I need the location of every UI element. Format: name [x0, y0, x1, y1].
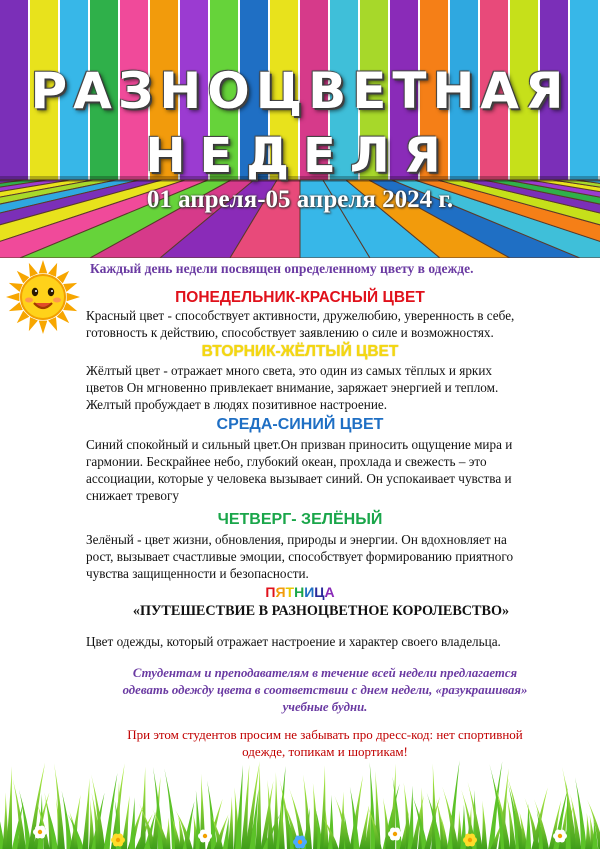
- note-italic-line-2: одевать одежду цвета в соответствии с днем недели, «разукрашивая»: [122, 683, 528, 697]
- monday-line-1: Красный цвет - способствует активности, дружелюбию, уверенность в себе,: [86, 308, 515, 323]
- sun-ray: [39, 321, 48, 334]
- friday-heading: [0, 584, 600, 600]
- flower-center: [116, 838, 120, 842]
- grass-blade: [165, 818, 171, 849]
- friday-letter: И: [304, 584, 315, 600]
- wednesday-line-1: Синий спокойный и сильный цвет.Он призван приносить ощущение мира и: [86, 437, 513, 452]
- flower-center: [298, 840, 302, 844]
- friday-subtitle: «ПУТЕШЕСТВИЕ В РАЗНОЦВЕТНОЕ КОРОЛЕВСТВО»: [132, 603, 510, 619]
- flower-center: [203, 834, 207, 838]
- tuesday-line-3: Желтый пробуждает в людях позитивное настроение.: [86, 397, 388, 412]
- thursday-heading: ЧЕТВЕРГ- ЗЕЛЁНЫЙ: [217, 511, 383, 528]
- thursday-line-1: Зелёный - цвет жизни, обновления, природы и энергии. Он вдохновляет на: [86, 532, 507, 547]
- sun-ray: [48, 317, 57, 331]
- friday-letter: Я: [275, 584, 286, 600]
- thursday-line-3: чувства защищенности и безопасности.: [86, 566, 309, 581]
- flower-center: [393, 832, 397, 836]
- friday-letter: Н: [294, 584, 305, 600]
- flower-center: [468, 838, 472, 842]
- wednesday-line-2: гармонии. Бескрайнее небо, глубокий океан, прохлада и свежесть – это: [86, 454, 487, 469]
- tuesday-heading: ВТОРНИК-ЖЁЛТЫЙ ЦВЕТ: [201, 343, 399, 360]
- thursday-line-2: рост, вызывает счастливые эмоции, способствует формированию приятного: [86, 549, 514, 564]
- event-dates: 01 апреля-05 апреля 2024 г.: [146, 186, 454, 213]
- flower-center: [558, 834, 562, 838]
- note-italic-line-3: учебные будни.: [282, 700, 368, 714]
- grass-flowers-decoration: [0, 750, 600, 849]
- sun-ray: [48, 263, 57, 277]
- sun-ray: [39, 260, 48, 273]
- sun-ray: [29, 317, 38, 331]
- friday-letter: П: [265, 584, 276, 600]
- wednesday-line-3: ассоциации, которые у человека вызывает синий. Он успокаивает чувства и: [86, 471, 512, 486]
- grass-blade: [525, 804, 531, 849]
- grass-blade: [129, 797, 135, 849]
- tuesday-line-1: Жёлтый цвет - отражает много света, это один из самых тёплых и ярких: [86, 363, 492, 378]
- grass-blade: [481, 801, 487, 849]
- grass-blade: [82, 778, 89, 849]
- header-banner: [0, 0, 600, 258]
- grass-blade: [54, 763, 65, 849]
- title-line-1: РАЗНОЦВЕТНАЯ: [30, 62, 570, 120]
- friday-line: Цвет одежды, который отражает настроение и характер своего владельца.: [86, 634, 501, 649]
- flower-center: [38, 830, 42, 834]
- friday-letter: А: [324, 584, 335, 600]
- intro-text: Каждый день недели посвящен определенному цвету в одежде.: [90, 261, 474, 276]
- monday-line-2: готовность к действию, способствует заявлению о силе и возможностях.: [86, 325, 494, 340]
- friday-letter: Т: [285, 584, 295, 600]
- dress-code-line-1: При этом студентов просим не забывать про дресс-код: нет спортивной: [127, 727, 523, 742]
- title-line-2: НЕДЕЛЯ: [145, 128, 455, 184]
- friday-letter: Ц: [314, 584, 325, 600]
- monday-heading: ПОНЕДЕЛЬНИК-КРАСНЫЙ ЦВЕТ: [175, 289, 425, 306]
- note-italic-line-1: Студентам и преподавателям в течение всей недели предлагается: [132, 666, 518, 680]
- wednesday-heading: СРЕДА-СИНИЙ ЦВЕТ: [216, 416, 384, 433]
- tuesday-line-2: цветов Он мгновенно привлекает внимание, заряжает энергией и теплом.: [86, 380, 499, 395]
- sun-ray: [29, 263, 38, 277]
- dress-code-line-2: одежде, топикам и шортикам!: [242, 744, 408, 759]
- wednesday-line-4: снижает тревогу: [86, 488, 179, 503]
